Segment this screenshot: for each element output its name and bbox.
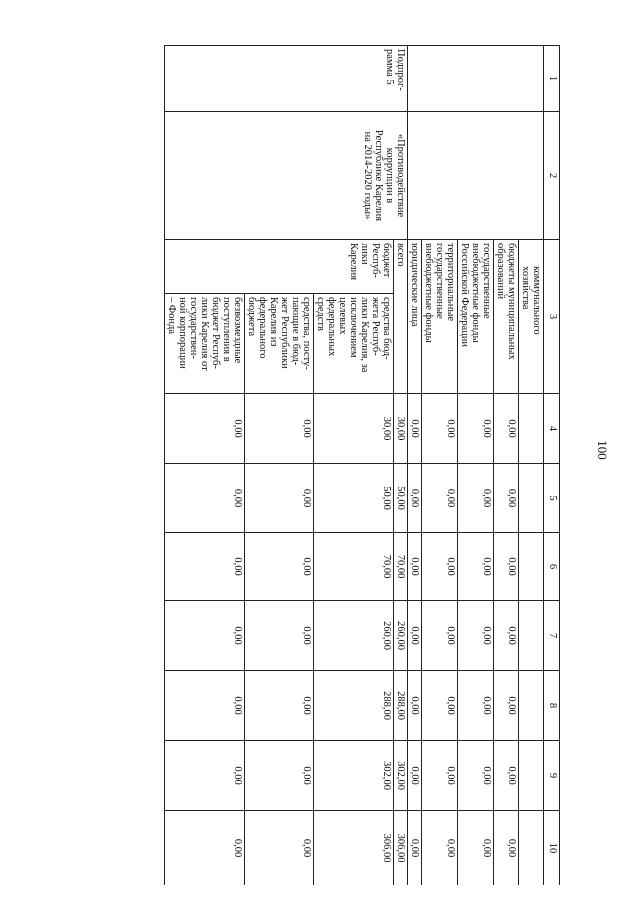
value-cell: 0,00 (245, 533, 314, 601)
source-label: коммунального хозяйства (519, 240, 544, 394)
value-cell: 0,00 (422, 811, 458, 886)
value-cell: 50,00 (314, 464, 394, 533)
subprogram-title: «Противодействие коррупции в Республике Карелия на 2014-2020 годы» (165, 112, 408, 240)
value-cell: 0,00 (408, 533, 422, 601)
header-cell: 6 (544, 533, 560, 601)
value-cell: 0,00 (408, 394, 422, 464)
value-cell: 0,00 (494, 533, 519, 601)
table-row (394, 46, 408, 886)
value-cell (519, 811, 544, 886)
rotated-page (65, 45, 560, 885)
value-cell: 306,00 (394, 811, 408, 886)
header-cell: 5 (544, 464, 560, 533)
value-cell: 0,00 (408, 741, 422, 811)
table-row (519, 46, 544, 886)
header-cell: 4 (544, 394, 560, 464)
source-label: средства бюд- жета Респуб- лики Карелия, за исключением целевых федеральных средств (314, 294, 394, 394)
continuation-cell-1 (408, 46, 544, 112)
value-cell: 0,00 (458, 464, 494, 533)
value-cell: 0,00 (165, 811, 245, 886)
total-label: всего (394, 240, 408, 394)
value-cell: 0,00 (245, 741, 314, 811)
value-cell: 0,00 (494, 811, 519, 886)
value-cell: 0,00 (165, 601, 245, 671)
value-cell: 306,00 (314, 811, 394, 886)
value-cell: 0,00 (245, 394, 314, 464)
value-cell: 70,00 (314, 533, 394, 601)
value-cell: 0,00 (408, 601, 422, 671)
header-cell: 2 (544, 112, 560, 240)
subprogram-label: Подпрог- рамма 5 (165, 46, 408, 112)
value-cell: 0,00 (408, 811, 422, 886)
value-cell: 0,00 (245, 601, 314, 671)
value-cell: 0,00 (422, 464, 458, 533)
value-cell: 0,00 (422, 671, 458, 741)
page-number: 100 (595, 440, 610, 460)
value-cell: 0,00 (494, 601, 519, 671)
value-cell (519, 601, 544, 671)
value-cell: 0,00 (408, 671, 422, 741)
value-cell: 0,00 (165, 671, 245, 741)
value-cell: 0,00 (458, 394, 494, 464)
value-cell (519, 671, 544, 741)
value-cell: 260,00 (314, 601, 394, 671)
value-cell: 0,00 (245, 811, 314, 886)
value-cell (519, 533, 544, 601)
value-cell: 0,00 (458, 601, 494, 671)
header-row (544, 46, 560, 886)
value-cell: 302,00 (314, 741, 394, 811)
header-cell: 8 (544, 671, 560, 741)
value-cell: 30,00 (394, 394, 408, 464)
value-cell: 0,00 (422, 533, 458, 601)
value-cell: 0,00 (458, 741, 494, 811)
value-cell: 70,00 (394, 533, 408, 601)
source-label: бюджеты муниципальных образований (494, 240, 519, 394)
value-cell: 0,00 (494, 464, 519, 533)
value-cell: 0,00 (494, 741, 519, 811)
source-label: безвозмездные поступления в бюджет Респуб- лики Карелия от государствен- ной корпорации – Фонда (165, 294, 245, 394)
value-cell: 0,00 (422, 601, 458, 671)
header-cell: 7 (544, 601, 560, 671)
value-cell: 0,00 (245, 464, 314, 533)
header-cell: 1 (544, 46, 560, 112)
value-cell: 288,00 (314, 671, 394, 741)
value-cell: 50,00 (394, 464, 408, 533)
value-cell: 0,00 (165, 741, 245, 811)
value-cell: 302,00 (394, 741, 408, 811)
header-cell: 9 (544, 741, 560, 811)
continuation-cell-2 (408, 112, 544, 240)
budget-label: бюджет Респуб- лики Карелия (165, 240, 394, 294)
value-cell: 0,00 (458, 811, 494, 886)
budget-table (164, 45, 560, 885)
value-cell (519, 394, 544, 464)
value-cell: 0,00 (422, 741, 458, 811)
value-cell: 0,00 (422, 394, 458, 464)
value-cell: 0,00 (165, 533, 245, 601)
value-cell (519, 464, 544, 533)
value-cell: 0,00 (245, 671, 314, 741)
value-cell: 0,00 (494, 671, 519, 741)
source-label: юридические лица (408, 240, 422, 394)
value-cell: 0,00 (458, 671, 494, 741)
value-cell: 0,00 (165, 464, 245, 533)
header-cell: 3 (544, 240, 560, 394)
value-cell: 0,00 (165, 394, 245, 464)
value-cell: 260,00 (394, 601, 408, 671)
table-viewport (65, 45, 560, 885)
source-label: средства, посту- пающие в бюд- жет Республики Карелия из федерального бюджета (245, 294, 314, 394)
value-cell: 0,00 (458, 533, 494, 601)
value-cell: 0,00 (494, 394, 519, 464)
header-cell: 10 (544, 811, 560, 886)
value-cell (519, 741, 544, 811)
value-cell: 288,00 (394, 671, 408, 741)
value-cell: 0,00 (408, 464, 422, 533)
source-label: государственные внебюджетные фонды Российской Федерации (458, 240, 494, 394)
value-cell: 30,00 (314, 394, 394, 464)
source-label: территориальные государственные внебюджетные фонды (422, 240, 458, 394)
